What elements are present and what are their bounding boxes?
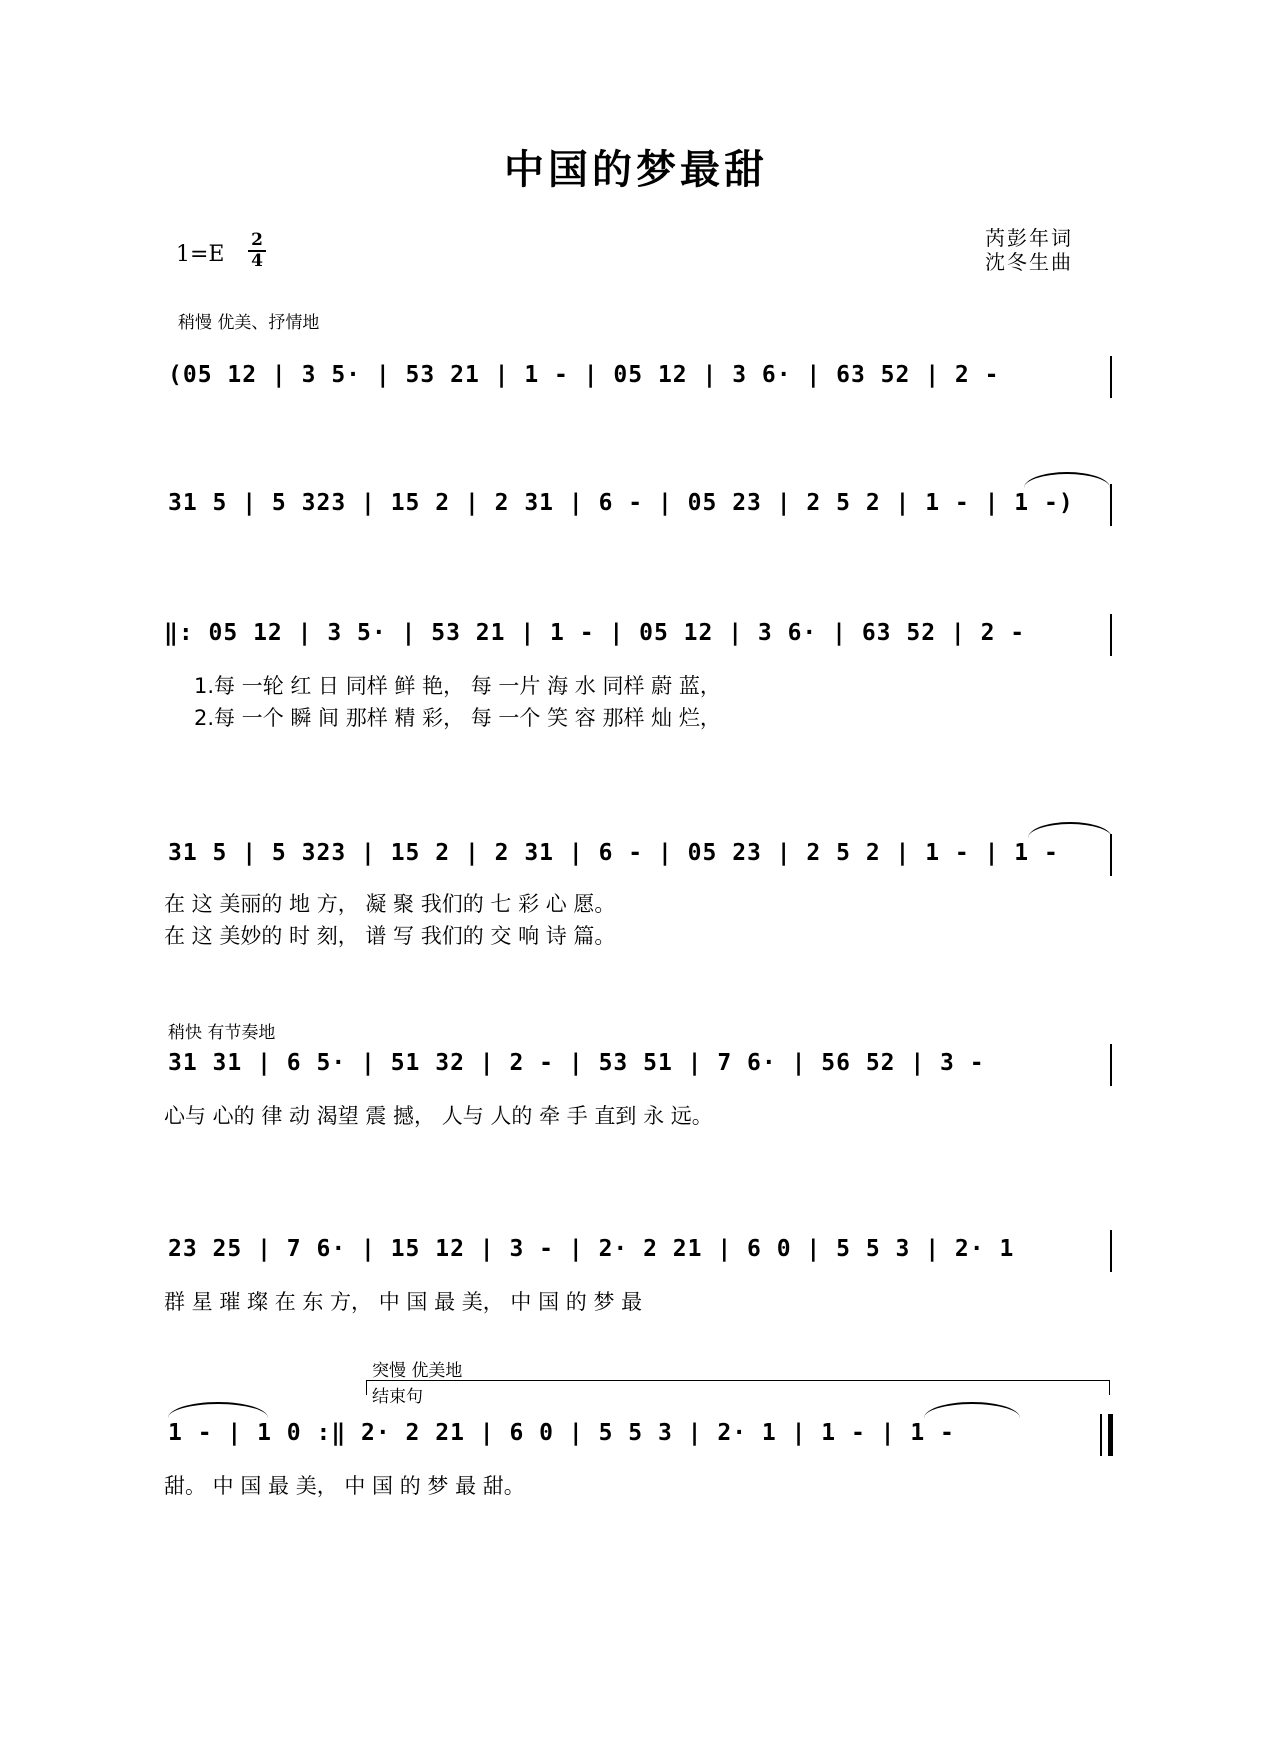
staff-system-5	[164, 1044, 1112, 1088]
notation-line: 31 5 | 5 323 | 15 2 | 2 31 | 6 - | 05 23 | 2 5 2 | 1 - | 1 -	[168, 840, 1059, 866]
composer-credit: 沈冬生曲	[985, 250, 1073, 274]
staff-system-1	[164, 356, 1112, 400]
notation-line: ‖: 05 12 | 3 5· | 53 21 | 1 - | 05 12 | 3 6· | 63 52 | 2 -	[164, 620, 1026, 646]
lyrics-line: 心与 心的 律 动 渴望 震 撼， 人与 人的 牵 手 直到 永 远。	[164, 1104, 713, 1128]
notation-line: 23 25 | 7 6· | 15 12 | 3 - | 2· 2 21 | 6 0 | 5 5 3 | 2· 1	[168, 1236, 1015, 1262]
staff-system-6	[164, 1230, 1112, 1274]
lyrics-verse-2: 在 这 美妙的 时 刻， 谱 写 我们的 交 响 诗 篇。	[164, 924, 616, 948]
staff-system-3	[164, 614, 1112, 658]
lyrics-line: 群 星 璀 璨 在 东 方， 中 国 最 美， 中 国 的 梦 最	[164, 1290, 643, 1314]
time-signature	[248, 232, 266, 270]
notation-line: 31 31 | 6 5· | 51 32 | 2 - | 53 51 | 7 6· | 56 52 | 3 -	[168, 1050, 985, 1076]
tempo-marking-ending: 突慢 优美地	[372, 1361, 463, 1381]
tie-mark	[168, 1402, 268, 1418]
tie-mark	[1028, 822, 1112, 838]
staff-system-4	[164, 834, 1112, 878]
barline	[1110, 834, 1112, 876]
barline	[1110, 1044, 1112, 1086]
final-barline	[1100, 1414, 1113, 1456]
barline	[1110, 1230, 1112, 1272]
tempo-marking-intro: 稍慢 优美、抒情地	[178, 313, 320, 333]
notation-line: 1 - | 1 0 :‖ 2· 2 21 | 6 0 | 5 5 3 | 2· 1 | 1 - | 1 -	[168, 1420, 955, 1446]
notation-line: 31 5 | 5 323 | 15 2 | 2 31 | 6 - | 05 23 | 2 5 2 | 1 - | 1 -)	[168, 490, 1074, 516]
song-title: 中国的梦最甜	[504, 146, 768, 193]
tie-mark	[1024, 472, 1110, 488]
meter-top: 2	[251, 230, 263, 250]
barline	[1110, 614, 1112, 656]
ending-bracket	[366, 1380, 1110, 1395]
key-signature: 1=E	[176, 242, 225, 267]
staff-system-7	[164, 1414, 1112, 1458]
lyricist-credit: 芮彭年词	[985, 226, 1073, 250]
lyrics-verse-1: 1.每 一轮 红 日 同样 鲜 艳， 每 一片 海 水 同样 蔚 蓝，	[194, 674, 721, 698]
tempo-marking-chorus: 稍快 有节奏地	[168, 1023, 276, 1043]
barline	[1110, 356, 1112, 398]
barline	[1110, 484, 1112, 526]
ending-label: 结束句	[372, 1387, 423, 1407]
meter-bottom: 4	[251, 251, 263, 271]
notation-line: (05 12 | 3 5· | 53 21 | 1 - | 05 12 | 3 6· | 63 52 | 2 -	[168, 362, 1000, 388]
lyrics-line: 甜。 中 国 最 美， 中 国 的 梦 最 甜。	[164, 1474, 525, 1498]
lyrics-verse-1: 在 这 美丽的 地 方， 凝 聚 我们的 七 彩 心 愿。	[164, 892, 616, 916]
staff-system-2	[164, 484, 1112, 528]
lyrics-verse-2: 2.每 一个 瞬 间 那样 精 彩， 每 一个 笑 容 那样 灿 烂，	[194, 706, 721, 730]
tie-mark	[924, 1402, 1020, 1418]
